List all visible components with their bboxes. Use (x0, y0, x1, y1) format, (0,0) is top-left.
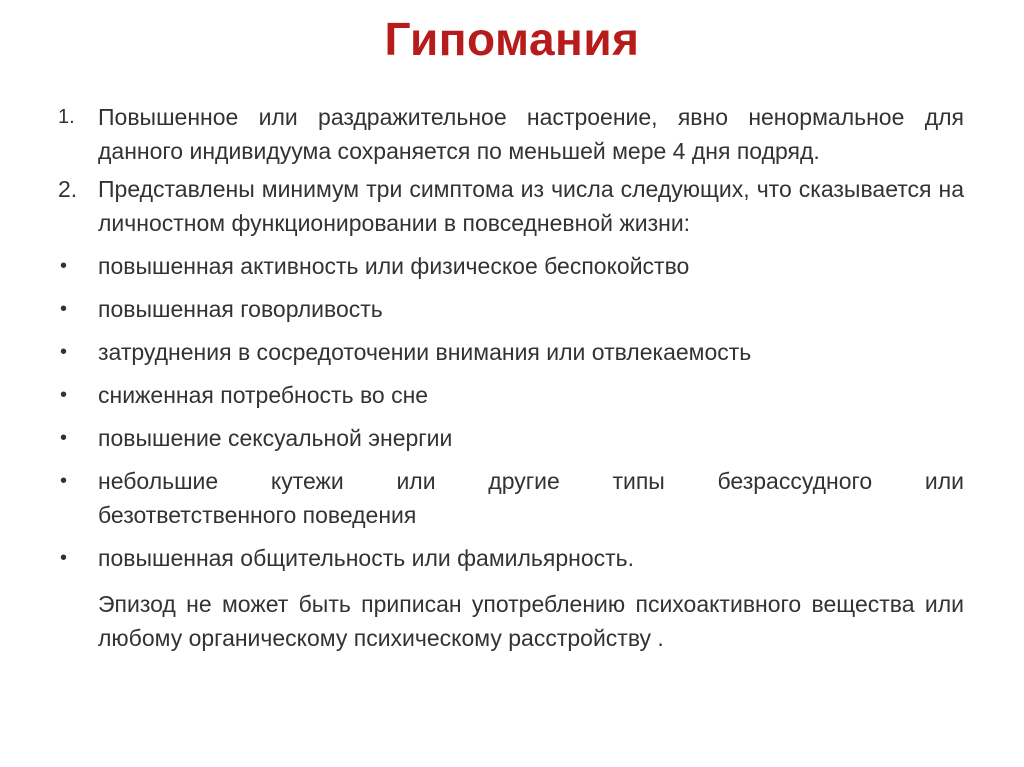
list-item-text: затруднения в сосредоточении внимания или отвлекаемость (98, 339, 752, 365)
list-item (58, 292, 964, 326)
criterion-number: 1. (58, 106, 75, 128)
criterion-number: 2. (58, 176, 78, 202)
list-item (58, 378, 964, 412)
list-item (58, 421, 964, 455)
criterion-text: Повышенное или раздражительное настроение, явно ненормальное для данного индивидуума сохраняется по меньшей мере 4 дня подряд. (98, 104, 964, 164)
list-item (58, 541, 964, 575)
criterion-2 (58, 172, 964, 240)
bullet-icon: • (60, 427, 68, 449)
page-title: Гипомания (384, 13, 640, 65)
list-item (58, 249, 964, 283)
list-item-text-continued: безответственного поведения (98, 502, 417, 528)
bullet-icon: • (60, 298, 68, 320)
list-item-text: повышенная активность или физическое беспокойство (98, 253, 690, 279)
list-item (58, 464, 964, 532)
bullet-icon: • (60, 341, 68, 363)
list-item-text: сниженная потребность во сне (98, 382, 429, 408)
bullet-icon: • (60, 384, 68, 406)
list-item-text: повышение сексуальной энергии (98, 425, 453, 451)
list-item (58, 335, 964, 369)
criterion-1 (58, 100, 964, 168)
list-item-text: повышенная общительность или фамильярность. (98, 545, 635, 571)
criterion-text: Представлены минимум три симптома из числа следующих, что сказывается на личностном функционировании в повседневной жизни: (98, 176, 964, 236)
list-item-text: повышенная говорливость (98, 296, 383, 322)
bullet-icon: • (60, 470, 68, 492)
bullet-icon: • (60, 547, 68, 569)
list-item-text: небольшие кутежи или другие типы безрассудного или (98, 468, 964, 494)
bullet-icon: • (60, 255, 68, 277)
exclusion-note: Эпизод не может быть приписан употреблению психоактивного вещества или любому органическому психическому расстройству . (98, 591, 964, 651)
slide-content (58, 100, 964, 655)
